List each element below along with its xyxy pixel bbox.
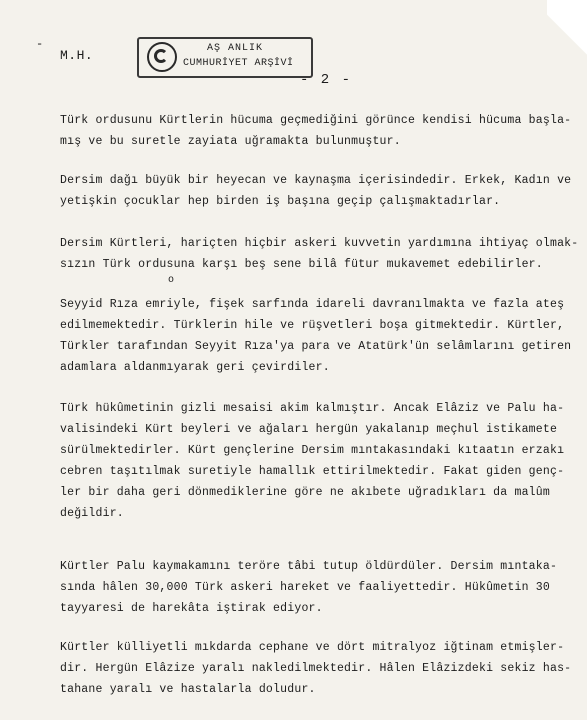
text-line: sızın Türk ordusuna karşı beş sene bilâ fütur mukavemet edebilirler. <box>60 258 543 271</box>
stamp-line-2: CUMHURİYET ARŞİVİ <box>183 58 294 69</box>
stamp-line-1: AŞ ANLIK <box>207 43 264 54</box>
small-circle-mark: o <box>168 275 175 286</box>
text-line: adamlara aldanmıyarak geri çevirdiler. <box>60 361 330 374</box>
text-line: valisindeki Kürt beyleri ve ağaları hergün yakalanıp meçhul istikamete <box>60 423 558 436</box>
paragraph-7 <box>60 637 585 700</box>
text-line: mış ve bu suretle zayiata uğramakta bulunmuştur. <box>60 135 401 148</box>
text-line: değildir. <box>60 507 124 520</box>
paragraph-3 <box>60 233 585 275</box>
document-code: M.H. <box>60 48 94 63</box>
paragraph-2 <box>60 170 585 212</box>
paragraph-6 <box>60 556 585 619</box>
text-line: dir. Hergün Elâzize yaralı nakledilmektedir. Hâlen Elâzizdeki sekiz has- <box>60 662 572 675</box>
text-line: Türkler tarafından Seyyit Rıza'ya para ve Atatürk'ün selâmlarını getiren <box>60 340 572 353</box>
text-line: ler bir daha geri dönmediklerine göre ne akıbete uğradıkları da malûm <box>60 486 550 499</box>
text-line: yetişkin çocuklar hep birden iş başına geçip çalışmaktadırlar. <box>60 195 501 208</box>
text-line: edilmemektedir. Türklerin hile ve rüşvetleri boşa gitmektedir. Kürtler, <box>60 319 565 332</box>
punch-mark: - <box>36 37 44 51</box>
text-line: sında hâlen 30,000 Türk askeri hareket ve faaliyettedir. Hükûmetin 30 <box>60 581 550 594</box>
text-line: sürülmektedirler. Kürt gençlerine Dersim mıntakasındaki kıtaatın erzakı <box>60 444 565 457</box>
text-line: tahane yaralı ve hastalarla doludur. <box>60 683 316 696</box>
text-line: tayyaresi de harekâta iştirak ediyor. <box>60 602 323 615</box>
paragraph-1 <box>60 110 585 152</box>
archive-stamp <box>137 37 313 78</box>
text-line: Kürtler Palu kaymakamını teröre tâbi tutup öldürdüler. Dersim mıntaka- <box>60 560 558 573</box>
page-number: - 2 - <box>300 72 353 88</box>
text-line: Dersim Kürtleri, hariçten hiçbir askeri kuvvetin yardımına ihtiyaç olmak- <box>60 237 579 250</box>
text-line: cebren taşıtılmak suretiyle hamallık ettirilmektedir. Fakat giden genç- <box>60 465 565 478</box>
text-line: Türk ordusunu Kürtlerin hücuma geçmediğini görünce kendisi hücuma başla- <box>60 114 572 127</box>
text-line: Türk hükûmetinin gizli mesaisi akim kalmıştır. Ancak Elâziz ve Palu ha- <box>60 402 565 415</box>
torn-corner <box>547 0 587 80</box>
paragraph-4 <box>60 294 585 378</box>
seal-icon <box>147 42 177 72</box>
text-line: Dersim dağı büyük bir heyecan ve kaynaşma içerisindedir. Erkek, Kadın ve <box>60 174 572 187</box>
crescent-icon <box>154 49 168 63</box>
paragraph-5 <box>60 398 585 524</box>
text-line: Kürtler külliyetli mıkdarda cephane ve dört mitralyoz iğtinam etmişler- <box>60 641 565 654</box>
text-line: Seyyid Rıza emriyle, fişek sarfında idareli davranılmakta ve fazla ateş <box>60 298 565 311</box>
